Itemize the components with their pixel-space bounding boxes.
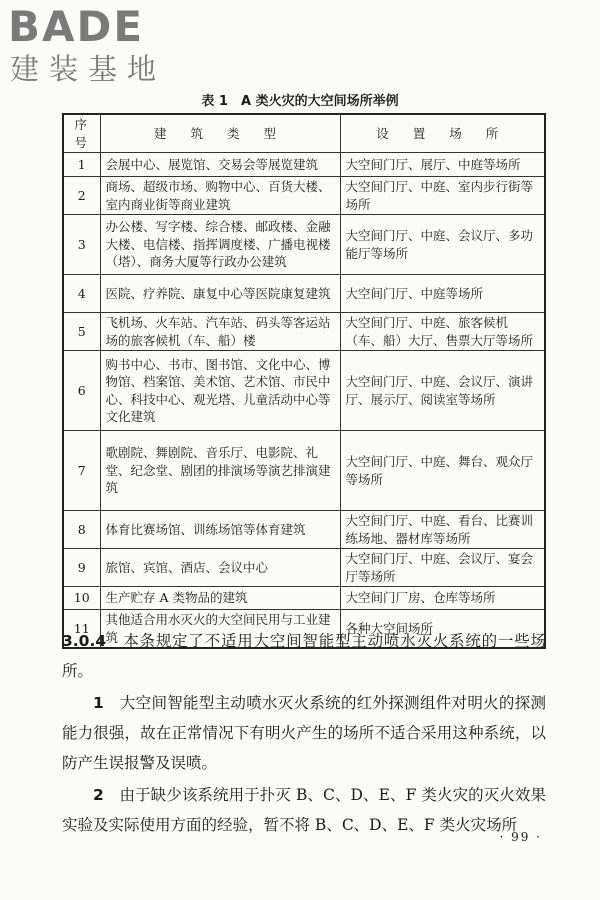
row-building-type: 旅馆、宾馆、酒店、会议中心 (100, 549, 340, 587)
row-number: 11 (63, 610, 100, 649)
row-number: 6 (63, 351, 100, 431)
row-location: 大空间门厅、中庭、舞台、观众厅等场所 (340, 431, 545, 511)
table-row (63, 275, 545, 313)
row-location: 大空间门厅、中庭、会议厅、演讲厅、展示厅、阅读室等场所 (340, 351, 545, 431)
table-row (63, 153, 545, 177)
row-location: 大空间门厅、中庭、室内步行街等场所 (340, 177, 545, 215)
table-row (63, 549, 545, 587)
table-row (63, 511, 545, 549)
table-row (63, 587, 545, 610)
item-1-text: 大空间智能型主动喷水灭火系统的红外探测组件对明火的探测能力很强，故在正常情况下有明火产生的场所不适合采用这种系统，以防产生误报警及误喷。 (62, 694, 546, 772)
row-number: 9 (63, 549, 100, 587)
table-title: 表 1 A 类火灾的大空间场所举例 (201, 94, 399, 109)
item-1-paragraph (62, 688, 546, 778)
row-location: 大空间门厅、中庭、会议厅、宴会厅等场所 (340, 549, 545, 587)
row-location: 大空间门厅、展厅、中庭等场所 (340, 153, 545, 177)
row-building-type: 医院、疗养院、康复中心等医院康复建筑 (100, 275, 340, 313)
table-row (63, 351, 545, 431)
header-building: 建 筑 类 型 (100, 114, 340, 153)
row-number: 8 (63, 511, 100, 549)
table-row (63, 431, 545, 511)
clause-text: 本条规定了不适用大空间智能型主动喷水灭火系统的一些场所。 (62, 632, 546, 680)
table-header-row (63, 114, 545, 153)
header-num: 序号 (63, 114, 100, 153)
table-row (63, 313, 545, 351)
row-number: 10 (63, 587, 100, 610)
row-number: 1 (63, 153, 100, 177)
row-building-type: 购书中心、书市、图书馆、文化中心、博物馆、档案馆、美术馆、艺术馆、市民中心、科技中心、观光塔、儿童活动中心等文化建筑 (100, 351, 340, 431)
table-row (63, 215, 545, 275)
logo-chinese: 建装基地 (10, 52, 167, 86)
row-number: 4 (63, 275, 100, 313)
item-2-number: 2 (93, 786, 104, 804)
row-location: 大空间门厂房、仓库等场所 (340, 587, 545, 610)
row-building-type: 商场、超级市场、购物中心、百货大楼、室内商业街等商业建筑 (100, 177, 340, 215)
row-building-type: 会展中心、展览馆、交易会等展览建筑 (100, 153, 340, 177)
row-number: 7 (63, 431, 100, 511)
clause-paragraph (62, 626, 546, 686)
row-location: 大空间门厅、中庭、旅客候机（车、船）大厅、售票大厅等场所 (340, 313, 545, 351)
header-location: 设 置 场 所 (340, 114, 545, 153)
row-building-type: 生产贮存 A 类物品的建筑 (100, 587, 340, 610)
logo-word: BADE (8, 2, 145, 51)
row-location: 各种大空间场所 (340, 610, 545, 649)
clause-number: 3.0.4 (62, 632, 107, 650)
fire-locations-table (62, 113, 546, 649)
logo (8, 4, 183, 86)
row-building-type: 其他适合用水灭火的大空间民用与工业建筑 (100, 610, 340, 649)
row-number: 5 (63, 313, 100, 351)
item-1-number: 1 (93, 694, 104, 712)
row-location: 大空间门厅、中庭、看台、比赛训练场地、器材库等场所 (340, 511, 545, 549)
row-building-type: 歌剧院、舞剧院、音乐厅、电影院、礼堂、纪念堂、剧团的排演场等演艺排演建筑 (100, 431, 340, 511)
item-2-text: 由于缺少该系统用于扑灭 B、C、D、E、F 类火灾的灭火效果实验及实际使用方面的经验，暂不将 B、C、D、E、F 类火灾场所 (62, 786, 546, 834)
item-2-paragraph (62, 780, 546, 840)
row-location: 大空间门厅、中庭、会议厅、多功能厅等场所 (340, 215, 545, 275)
page-number: · 99 · (499, 830, 542, 844)
row-location: 大空间门厅、中庭等场所 (340, 275, 545, 313)
row-building-type: 办公楼、写字楼、综合楼、邮政楼、金融大楼、电信楼、指挥调度楼、广播电视楼（塔）、商务大厦等行政办公建筑 (100, 215, 340, 275)
row-number: 3 (63, 215, 100, 275)
table-row (63, 177, 545, 215)
row-building-type: 体育比赛场馆、训练场馆等体育建筑 (100, 511, 340, 549)
row-number: 2 (63, 177, 100, 215)
row-building-type: 飞机场、火车站、汽车站、码头等客运站场的旅客候机（车、船）楼 (100, 313, 340, 351)
